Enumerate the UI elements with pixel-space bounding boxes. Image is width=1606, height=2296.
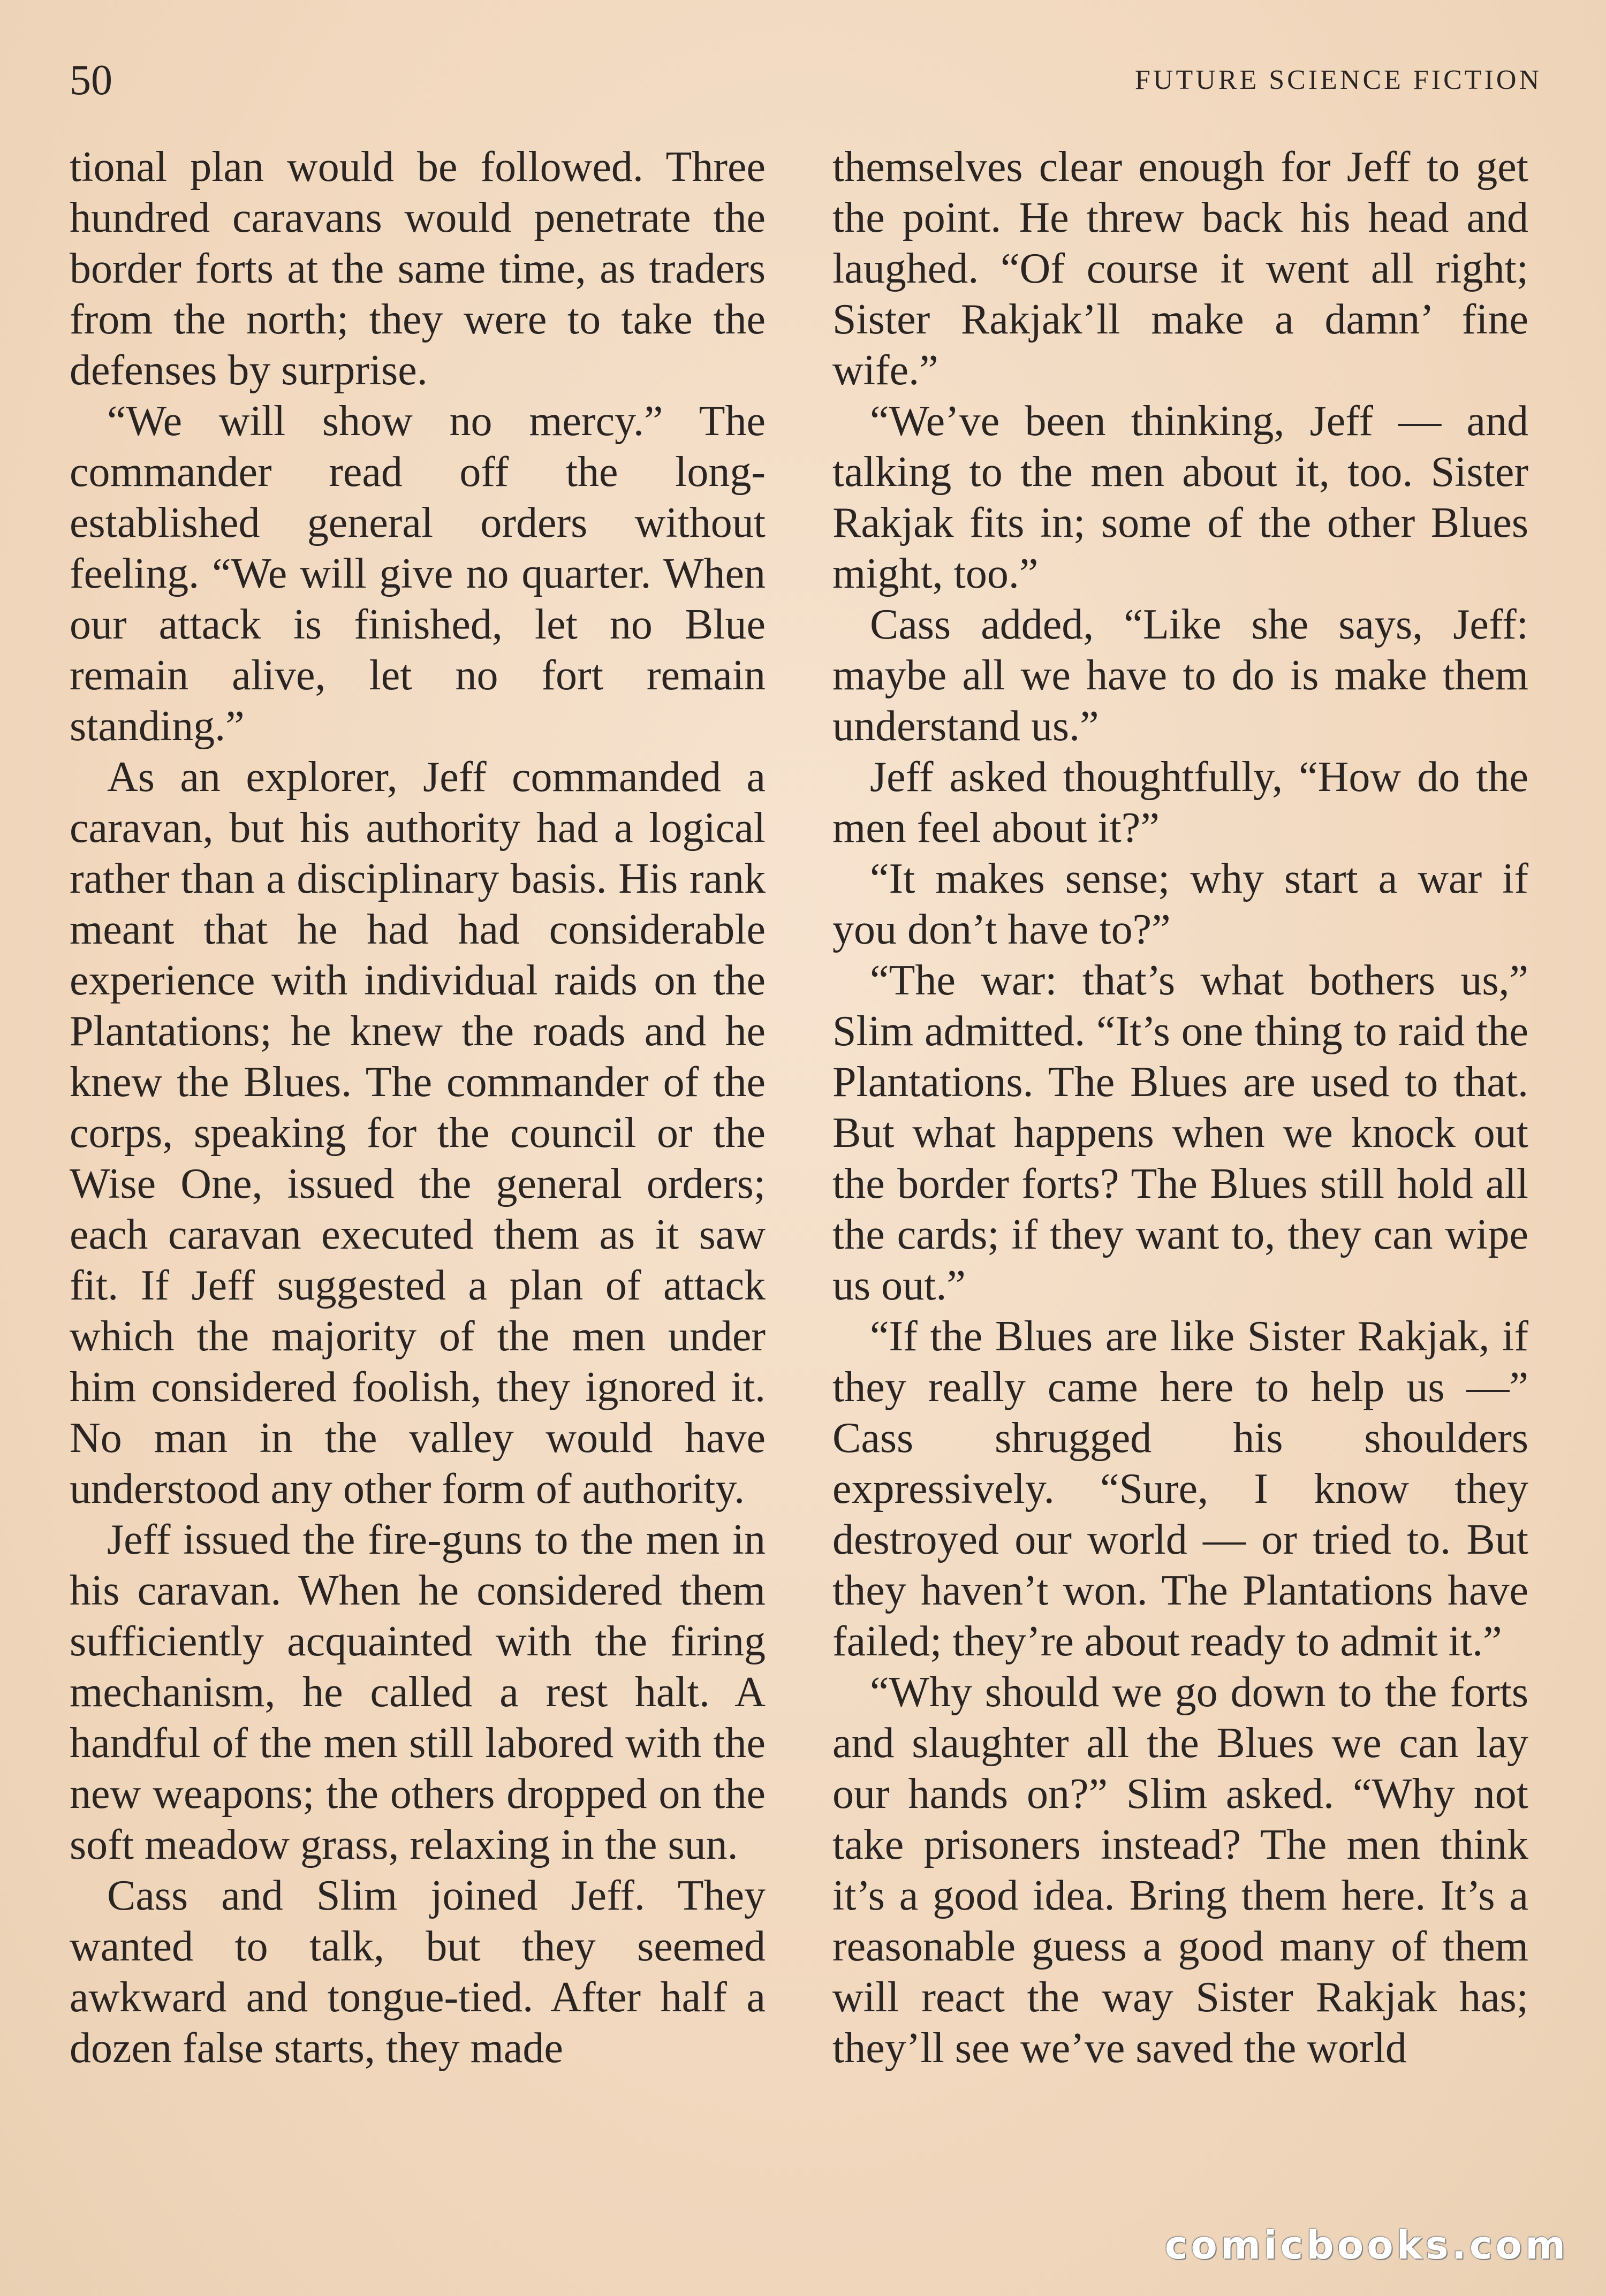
paragraph: “It makes sense; why start a war if you don’t have to?” — [832, 855, 1528, 953]
paragraph: As an explorer, Jeff commanded a caravan, but his authority had a logical rather than a disciplinary basis. His rank meant that he had had considerable experience with individual raids on the Plantations; he knew the roads and he knew the Blues. The commander of the corps, speaking for the council or the Wise One, issued the general orders; each caravan executed them as it saw fit. If Jeff suggested a plan of attack which the majority of the men under him considered foolish, they ignored it. No man in the valley would have understood any other form of authority. — [70, 754, 766, 1512]
paragraph: Jeff asked thoughtfully, “How do the men feel about it?” — [832, 754, 1528, 852]
watermark: comicbooks.com — [1164, 2223, 1569, 2268]
paragraph: tional plan would be followed. Three hundred caravans would penetrate the border forts at the same time, as traders from the north; they were to take the defenses by surprise. — [70, 143, 766, 394]
paragraph: Cass added, “Like she says, Jeff: maybe all we have to do is make them understand us.” — [832, 601, 1528, 750]
right-column — [832, 142, 1528, 2218]
running-head: FUTURE SCIENCE FICTION — [1134, 65, 1542, 95]
paragraph: Jeff issued the fire-guns to the men in his caravan. When he considered them sufficiently acquainted with the firing mechanism, he called a rest halt. A handful of the men still labored with the new weapons; the others dropped on the soft meadow grass, relaxing in the sun. — [70, 1516, 766, 1868]
paragraph: themselves clear enough for Jeff to get the point. He threw back his head and laughed. “Of course it went all right; Sister Rakjak’ll make a damn’ fine wife.” — [832, 143, 1528, 394]
paragraph: “We’ve been thinking, Jeff — and talking to the men about it, too. Sister Rakjak fits in; some of the other Blues might, too.” — [832, 398, 1528, 597]
left-column — [70, 142, 766, 2218]
paragraph: “If the Blues are like Sister Rakjak, if they really came here to help us —” Cass shrugged his shoulders expressively. “Sure, I know they destroyed our world — or tried to. But they haven’t won. The Plantations have failed; they’re about ready to admit it.” — [832, 1313, 1528, 1665]
page-header — [70, 56, 1542, 104]
paragraph: “We will show no mercy.” The commander read off the long-established general orders without feeling. “We will give no quarter. When our attack is finished, let no Blue remain alive, let no fort remain standing.” — [70, 398, 766, 750]
paragraph: Cass and Slim joined Jeff. They wanted to talk, but they seemed awkward and tongue-tied. After half a dozen false starts, they made — [70, 1872, 766, 2072]
page-number: 50 — [70, 57, 112, 104]
paragraph: “Why should we go down to the forts and slaughter all the Blues we can lay our hands on?” Slim asked. “Why not take prisoners instead? The men think it’s a good idea. Bring them here. It’s a reasonable guess a good many of them will react the way Sister Rakjak has; they’ll see we’ve saved the world — [832, 1669, 1528, 2072]
paragraph: “The war: that’s what bothers us,” Slim admitted. “It’s one thing to raid the Plantations. The Blues are used to that. But what happens when we knock out the border forts? The Blues still hold all the cards; if they want to, they can wipe us out.” — [832, 957, 1528, 1309]
